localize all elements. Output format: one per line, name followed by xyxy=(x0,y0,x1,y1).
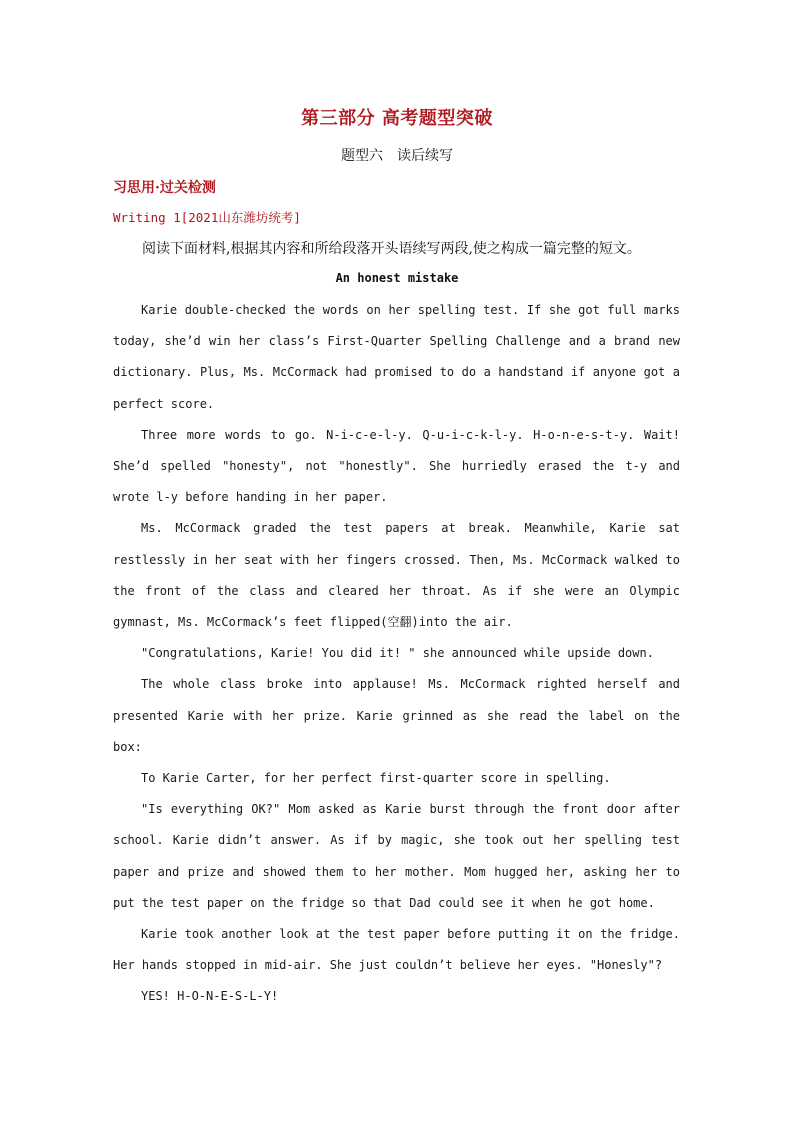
story-paragraph: Karie took another look at the test paper before putting it on the fridge. Her hands stopped in mid-air. She just couldn’t believe her eyes. "Honesly"? xyxy=(113,927,680,973)
section-label: 习思用·过关检测 xyxy=(113,180,216,196)
story-body xyxy=(113,295,680,1013)
exercise-instruction: 阅读下面材料,根据其内容和所给段落开头语续写两段,使之构成一篇完整的短文。 xyxy=(142,241,641,257)
story-paragraph: YES! H-O-N-E-S-L-Y! xyxy=(141,989,279,1004)
story-paragraph: "Congratulations, Karie! You did it! " she announced while upside down. xyxy=(141,646,654,661)
story-paragraph: "Is everything OK?" Mom asked as Karie burst through the front door after school. Karie didn’t answer. As if by magic, she took out her spelling test paper and prize and showed them to her mother. Mom hugged her, asking her to put the test paper on the fridge so that Dad could see it when he got home. xyxy=(113,802,680,910)
page-subtitle: 题型六 读后续写 xyxy=(341,148,453,164)
page-title: 第三部分 高考题型突破 xyxy=(301,108,493,129)
story-paragraph: Ms. McCormack graded the test papers at break. Meanwhile, Karie sat restlessly in her seat with her fingers crossed. Then, Ms. McCormack walked to the front of the class and cleared her throat. As if she were an Olympic gymnast, Ms. McCormack’s feet flipped(空翻)into the air. xyxy=(113,521,680,630)
story-paragraph: The whole class broke into applause! Ms. McCormack righted herself and presented Karie with her prize. Karie grinned as she read the label on the box: xyxy=(113,677,680,754)
story-paragraph: Three more words to go. N-i-c-e-l-y. Q-u-i-c-k-l-y. H-o-n-e-s-t-y. Wait! She’d spelled "honesty", not "honestly". She hurriedly erased the t-y and wrote l-y before handing in her paper. xyxy=(113,427,680,505)
story-paragraph: Karie double-checked the words on her spelling test. If she got full marks today, she’d win her class’s First-Quarter Spelling Challenge and a brand new dictionary. Plus, Ms. McCormack had promised to do a handstand if anyone got a perfect score. xyxy=(113,303,680,411)
story-title: An honest mistake xyxy=(335,271,459,285)
exercise-source: Writing 1[2021山东潍坊统考] xyxy=(113,210,301,225)
story-paragraph: To Karie Carter, for her perfect first-quarter score in spelling. xyxy=(141,771,611,786)
